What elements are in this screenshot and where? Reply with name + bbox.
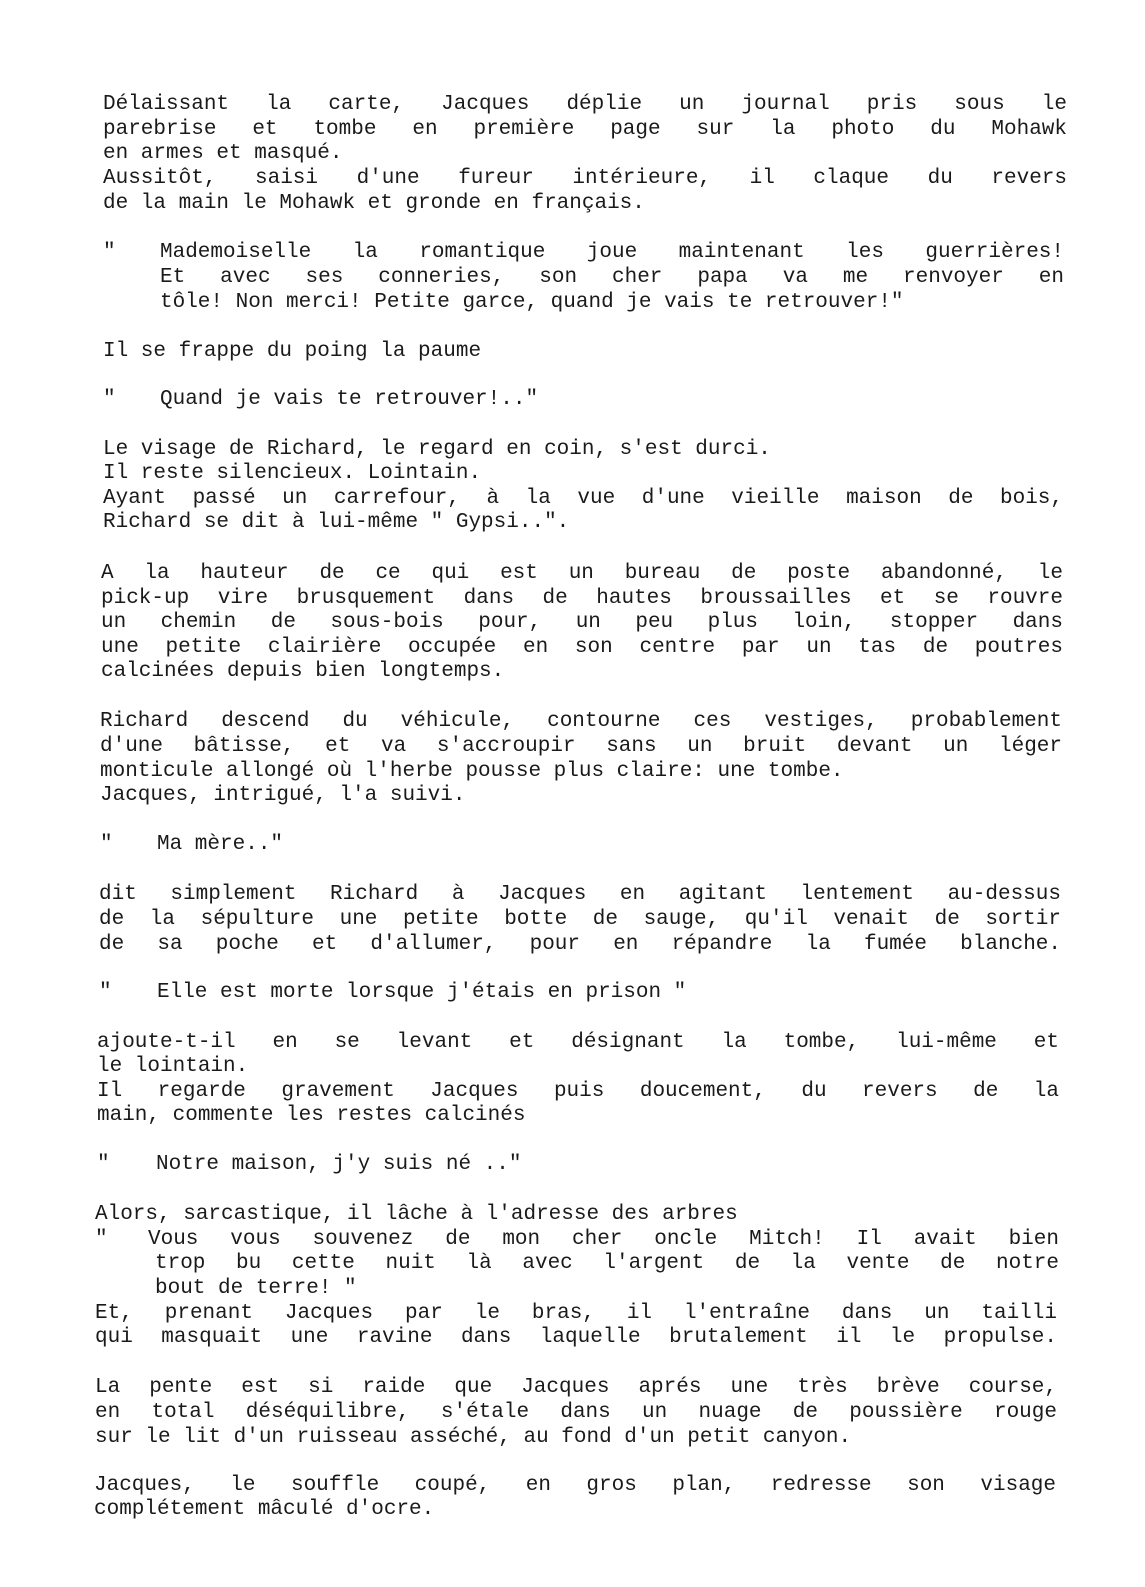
text-line: Le visage de Richard, le regard en coin, s'est durci. (103, 438, 771, 461)
text-line: Il regarde gravement Jacques puis doucement, du revers de la (97, 1080, 1059, 1103)
text-line: Délaissant la carte, Jacques déplie un journal pris sous le (103, 93, 1067, 116)
text-line: complétement mâculé d'ocre. (94, 1498, 435, 1521)
quote-mark: " (99, 981, 112, 1004)
text-line: Notre maison, j'y suis né .." (156, 1153, 522, 1176)
text-line: d'une bâtisse, et va s'accroupir sans un bruit devant un léger (100, 735, 1062, 758)
text-line: bout de terre! " (155, 1277, 357, 1300)
text-line: Mademoiselle la romantique joue maintenant les guerrières! (160, 241, 1064, 264)
quote-mark: " (100, 833, 113, 856)
text-line: en armes et masqué. (103, 142, 343, 165)
text-line: Jacques, le souffle coupé, en gros plan, redresse son visage (94, 1474, 1056, 1497)
text-line: Et, prenant Jacques par le bras, il l'entraîne dans un tailli (95, 1302, 1057, 1325)
text-line: Elle est morte lorsque j'étais en prison " (157, 981, 687, 1004)
text-line: un chemin de sous-bois pour, un peu plus loin, stopper dans (101, 611, 1063, 634)
text-line: pick-up vire brusquement dans de hautes broussailles et se rouvre (101, 587, 1063, 610)
text-line: main, commente les restes calcinés (97, 1104, 526, 1127)
quote-mark: " (103, 241, 116, 264)
text-line: Quand je vais te retrouver!.." (160, 388, 539, 411)
text-line: de sa poche et d'allumer, pour en répandre la fumée blanche. (99, 933, 1061, 956)
text-line: sur le lit d'un ruisseau asséché, au fond d'un petit canyon. (95, 1426, 852, 1449)
text-line: le lointain. (97, 1055, 249, 1078)
text-line: Richard se dit à lui-même " Gypsi..". (103, 511, 570, 534)
text-line: calcinées depuis bien longtemps. (101, 660, 505, 683)
text-line: Ayant passé un carrefour, à la vue d'une vieille maison de bois, (103, 487, 1063, 510)
text-line: de la main le Mohawk et gronde en français. (103, 192, 645, 215)
text-line: dit simplement Richard à Jacques en agitant lentement au-dessus (99, 883, 1061, 906)
text-line: en total déséquilibre, s'étale dans un nuage de poussière rouge (95, 1401, 1057, 1424)
text-line: une petite clairière occupée en son centre par un tas de poutres (101, 636, 1063, 659)
text-line: A la hauteur de ce qui est un bureau de poste abandonné, le (101, 562, 1063, 585)
text-line: Vous vous souvenez de mon cher oncle Mitch! Il avait bien (148, 1228, 1059, 1251)
text-line: trop bu cette nuit là avec l'argent de la vente de notre (155, 1252, 1059, 1275)
text-line: parebrise et tombe en première page sur la photo du Mohawk (103, 118, 1067, 141)
text-line: Richard descend du véhicule, contourne ces vestiges, probablement (100, 710, 1062, 733)
text-line: Alors, sarcastique, il lâche à l'adresse des arbres (95, 1203, 738, 1226)
text-line: de la sépulture une petite botte de sauge, qu'il venait de sortir (99, 908, 1061, 931)
text-line: Il se frappe du poing la paume (103, 340, 482, 363)
text-line: qui masquait une ravine dans laquelle brutalement il le propulse. (95, 1326, 1057, 1349)
text-line: Il reste silencieux. Lointain. (103, 462, 482, 485)
text-line: Et avec ses conneries, son cher papa va me renvoyer en (160, 266, 1064, 289)
text-line: Aussitôt, saisi d'une fureur intérieure, il claque du revers (103, 167, 1067, 190)
quote-mark: " (97, 1153, 110, 1176)
text-line: tôle! Non merci! Petite garce, quand je vais te retrouver!" (160, 291, 904, 314)
text-line: La pente est si raide que Jacques aprés une très brève course, (95, 1376, 1057, 1399)
text-line: Jacques, intrigué, l'a suivi. (100, 784, 466, 807)
quote-mark: " (103, 388, 116, 411)
text-line: Ma mère.." (157, 833, 284, 856)
quote-mark: " (95, 1228, 108, 1251)
text-line: monticule allongé où l'herbe pousse plus claire: une tombe. (100, 760, 844, 783)
text-line: ajoute-t-il en se levant et désignant la tombe, lui-même et (97, 1031, 1059, 1054)
